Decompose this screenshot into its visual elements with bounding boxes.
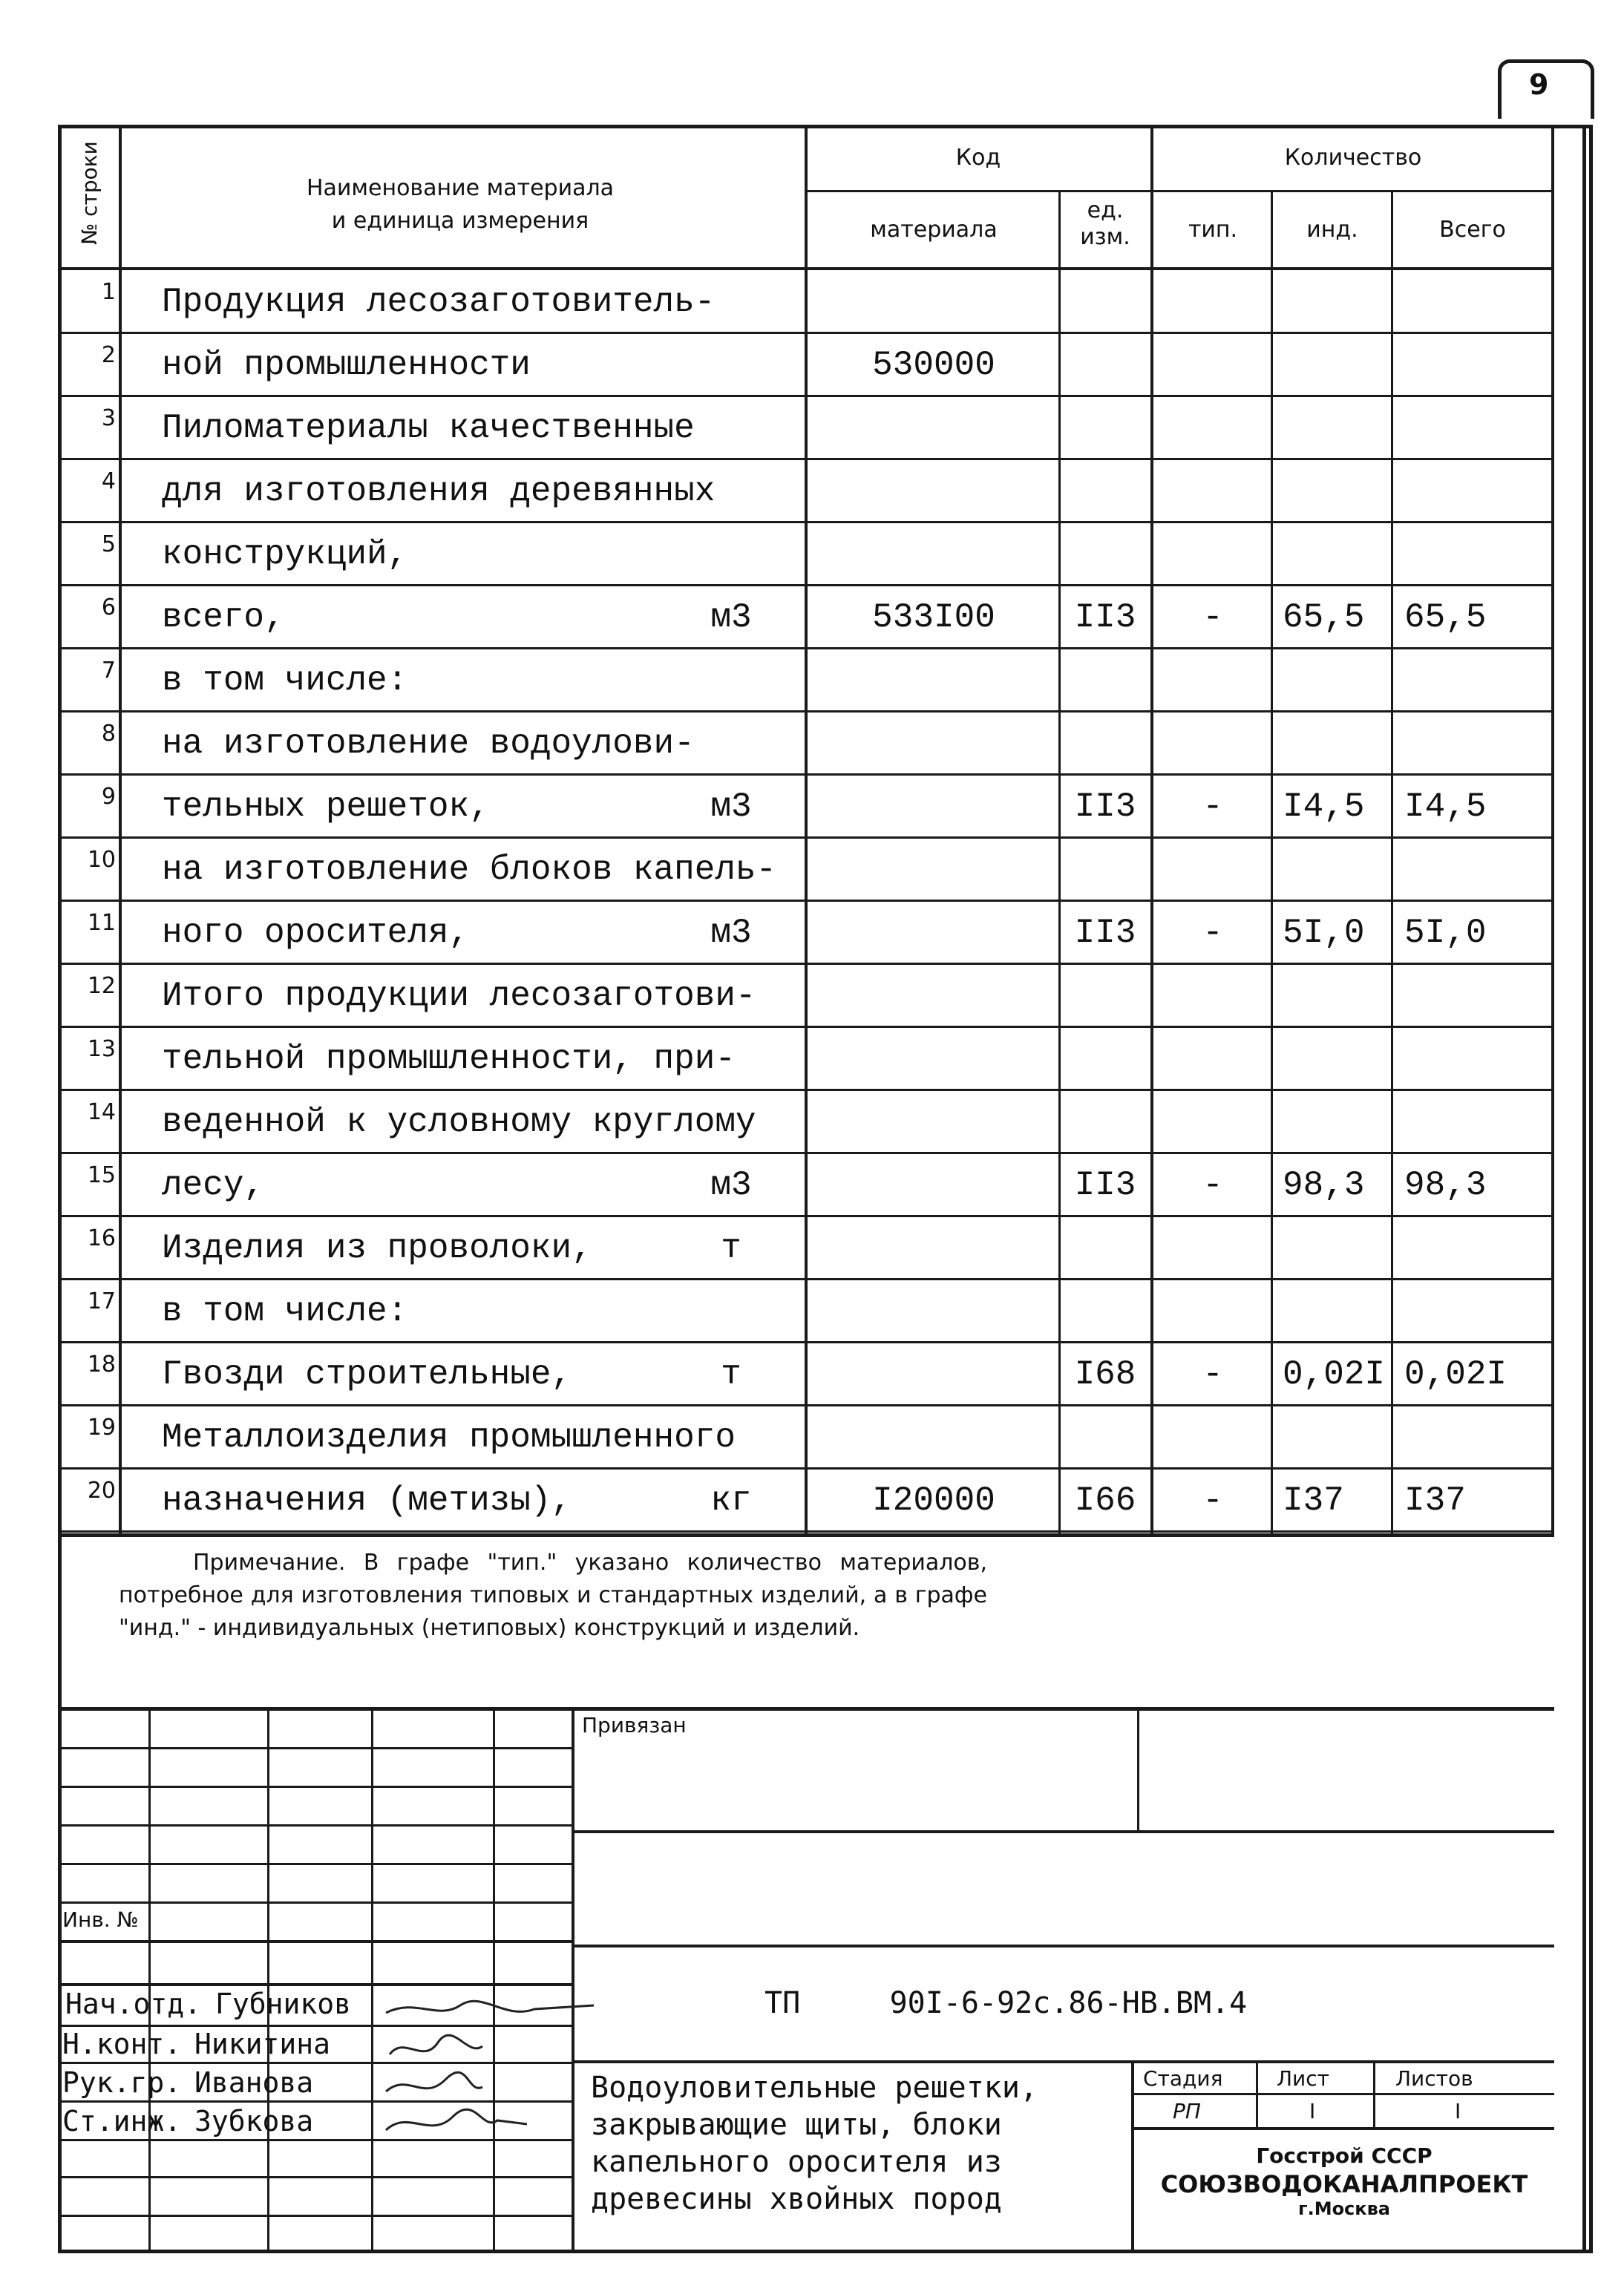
staff-role-1: Нач.отд.: [65, 1988, 202, 2020]
row-number: 17: [87, 1288, 116, 1314]
row-unit: м3: [710, 598, 752, 637]
row-number: 7: [101, 658, 116, 684]
row-name: Продукция лесозаготовитель-: [162, 283, 716, 321]
staff-name-4: Зубкова: [194, 2105, 314, 2138]
staff-role-4: Ст.инж.: [62, 2105, 182, 2138]
row-name: в том числе:: [162, 661, 408, 700]
row-type-qty: -: [1202, 787, 1223, 826]
signatures-image: [371, 1983, 616, 2140]
header-name: Наименование материала и единица измерения: [306, 175, 615, 234]
row-name: ной промышленности: [162, 346, 531, 384]
row-ind-qty: 0,02I: [1283, 1355, 1386, 1394]
staff-name-1: Губников: [215, 1988, 352, 2020]
row-unit-code: II3: [1074, 787, 1136, 826]
row-name: ного оросителя,: [162, 914, 470, 952]
row-name: веденной к условному круглому: [162, 1103, 756, 1141]
row-number: 19: [87, 1415, 116, 1441]
row-unit: т: [721, 1229, 741, 1268]
row-name: конструкций,: [162, 535, 408, 574]
row-number: 18: [87, 1352, 116, 1378]
row-name: лесу,: [162, 1166, 265, 1205]
row-number: 8: [101, 721, 116, 747]
row-unit: т: [721, 1355, 741, 1394]
row-number: 11: [87, 910, 116, 936]
inventory-number-label: Инв. №: [62, 1907, 139, 1932]
organization-line-3: г.Москва: [1298, 2198, 1390, 2219]
row-number: 5: [101, 531, 116, 557]
row-name: тельных решеток,: [162, 787, 490, 826]
row-unit-code: I68: [1074, 1355, 1136, 1394]
row-unit-code: II3: [1074, 914, 1136, 952]
row-name: на изготовление блоков капель-: [162, 851, 777, 889]
row-name: Пиломатериалы качественные: [162, 409, 695, 448]
row-name: назначения (метизы),: [162, 1481, 572, 1520]
row-type-qty: -: [1202, 914, 1223, 952]
header-qty-type: тип.: [1188, 217, 1238, 243]
row-number: 12: [87, 973, 116, 999]
right-shadow-line: [1582, 125, 1586, 2253]
row-type-qty: -: [1202, 1166, 1223, 1205]
row-unit: м3: [710, 787, 752, 826]
row-unit-code: II3: [1074, 1166, 1136, 1205]
staff-role-3: Рук.гр.: [62, 2066, 182, 2099]
staff-name-2: Никитина: [194, 2028, 331, 2060]
staff-name-3: Иванова: [194, 2066, 314, 2099]
row-ind-qty: 5I,0: [1283, 914, 1365, 952]
row-number: 15: [87, 1162, 116, 1188]
page-number: 9: [1529, 68, 1549, 101]
row-ind-qty: 98,3: [1283, 1166, 1365, 1205]
sheet-value: I: [1309, 2099, 1316, 2123]
row-name: на изготовление водоулови-: [162, 724, 695, 763]
row-total-qty: 0,02I: [1404, 1355, 1507, 1394]
row-name: в том числе:: [162, 1292, 408, 1331]
header-code: Код: [955, 145, 1001, 171]
drawing-title: Водоуловительные решетки, закрывающие щиты, блоки капельного оросителя из древесины хвойных пород: [591, 2071, 1038, 2216]
row-name: Металлоизделия промышленного: [162, 1418, 736, 1457]
row-number: 1: [101, 279, 116, 305]
row-name: Гвозди строительные,: [162, 1355, 572, 1394]
privyazan-label: Привязан: [582, 1713, 687, 1737]
header-row-no: № строки: [77, 141, 102, 245]
row-unit-code: I66: [1074, 1481, 1136, 1520]
row-ind-qty: I37: [1283, 1481, 1344, 1520]
row-total-qty: 65,5: [1404, 598, 1487, 637]
row-number: 6: [101, 594, 116, 620]
row-number: 4: [101, 468, 116, 494]
sheet-label: Лист: [1277, 2066, 1329, 2091]
note-text: Примечание. В графе "тип." указано количество материалов, потребное для изготовления типовых и стандартных изделий, а в графе "инд." - индивидуальных (нетиповых) конструкций и изделий.: [119, 1550, 987, 1641]
row-ind-qty: 65,5: [1283, 598, 1365, 637]
header-quantity: Количество: [1284, 145, 1422, 171]
row-name: всего,: [162, 598, 285, 637]
row-total-qty: I37: [1404, 1481, 1466, 1520]
row-total-qty: 5I,0: [1404, 914, 1487, 952]
stage-value: РП: [1173, 2099, 1201, 2123]
row-unit: м3: [710, 1166, 752, 1205]
row-ind-qty: I4,5: [1283, 787, 1365, 826]
sheets-value: I: [1455, 2099, 1461, 2123]
row-material-code: 530000: [872, 346, 995, 384]
row-number: 10: [87, 847, 116, 873]
row-number: 2: [101, 342, 116, 368]
row-type-qty: -: [1202, 598, 1223, 637]
note-bottom-line: [58, 1707, 1554, 1711]
sheets-label: Листов: [1395, 2066, 1473, 2091]
row-number: 20: [87, 1478, 116, 1504]
row-type-qty: -: [1202, 1481, 1223, 1520]
row-number: 3: [101, 405, 116, 431]
row-total-qty: 98,3: [1404, 1166, 1487, 1205]
row-number: 14: [87, 1099, 116, 1125]
header-qty-total: Всего: [1439, 217, 1506, 243]
row-unit-code: II3: [1074, 598, 1136, 637]
row-total-qty: I4,5: [1404, 787, 1487, 826]
row-unit: м3: [710, 914, 752, 952]
stage-label: Стадия: [1143, 2066, 1223, 2091]
row-unit: кг: [710, 1481, 752, 1520]
row-number: 16: [87, 1225, 116, 1251]
header-code-material: материала: [870, 217, 998, 243]
row-name: тельной промышленности, при-: [162, 1040, 736, 1078]
header-qty-ind: инд.: [1306, 217, 1358, 243]
organization-line-2: СОЮЗВОДОКАНАЛПРОЕКТ: [1160, 2170, 1528, 2198]
header-code-unit: ед. изм.: [1080, 197, 1130, 250]
row-name: Итого продукции лесозаготови-: [162, 977, 756, 1015]
staff-role-2: Н.конт.: [62, 2028, 182, 2060]
row-number: 13: [87, 1036, 116, 1062]
row-name: Изделия из проволоки,: [162, 1229, 592, 1268]
document-code: ТП 90I-6-92с.86-НВ.ВМ.4: [764, 1986, 1248, 2020]
row-material-code: I20000: [872, 1481, 995, 1520]
row-number: 9: [101, 784, 116, 810]
organization-line-1: Госстрой СССР: [1256, 2143, 1433, 2168]
row-material-code: 533I00: [872, 598, 995, 637]
row-type-qty: -: [1202, 1355, 1223, 1394]
row-name: для изготовления деревянных: [162, 472, 716, 511]
